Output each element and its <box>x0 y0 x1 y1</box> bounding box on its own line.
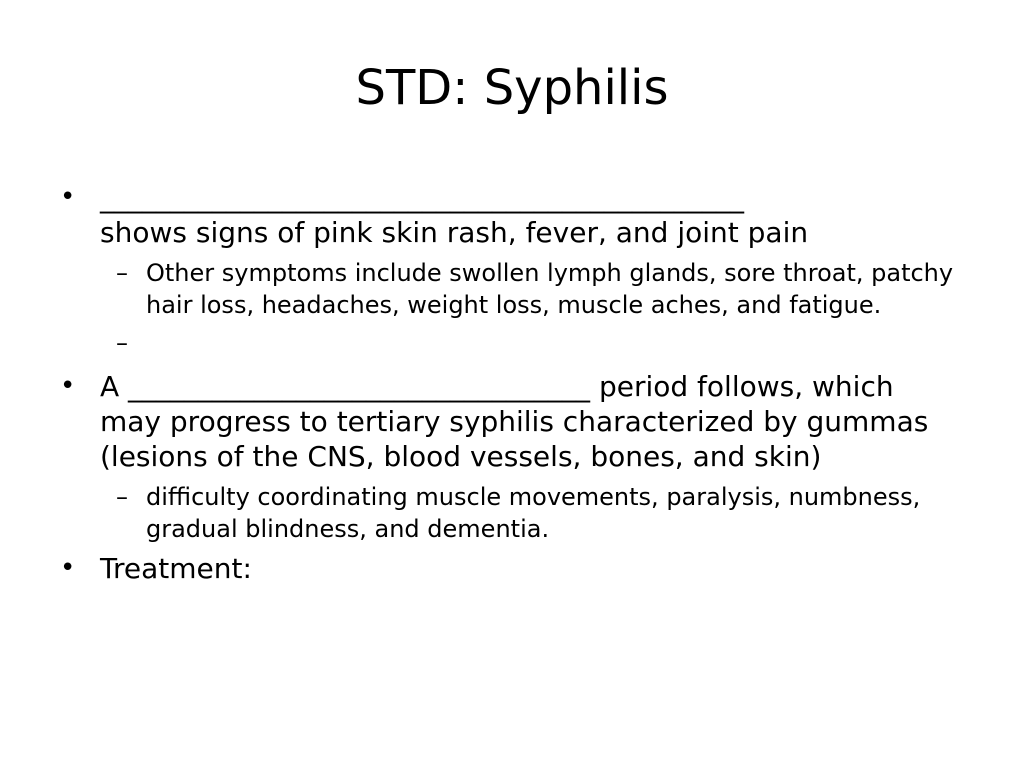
dash-icon: – <box>116 329 128 357</box>
bullet-text: shows signs of pink skin rash, fever, and joint pain <box>100 216 809 249</box>
bullet-point-rash <box>58 180 958 250</box>
bullet-icon: • <box>60 182 76 212</box>
bullet-point-treatment <box>58 551 958 586</box>
bullet-icon: • <box>60 371 76 401</box>
fill-in-blank: ______________________________________________ <box>100 181 744 214</box>
sub-point-empty <box>58 327 958 359</box>
bullet-icon: • <box>60 553 76 583</box>
slide-content <box>58 180 958 593</box>
sub-point-text: Other symptoms include swollen lymph glands, sore throat, patchy hair loss, headaches, weight loss, muscle aches, and fatigue. <box>146 259 954 319</box>
bullet-point-latent-period <box>58 369 958 474</box>
dash-icon: – <box>116 259 128 287</box>
bullet-text: Treatment: <box>100 552 252 585</box>
dash-icon: – <box>116 483 128 511</box>
sub-point-text: difficulty coordinating muscle movements, paralysis, numbness, gradual blindness, and dementia. <box>146 483 921 543</box>
bullet-text: A _________________________________ period follows, which may progress to tertiary syphilis characterized by gummas (lesions of the CNS, blood vessels, bones, and skin) <box>100 370 929 473</box>
slide-title: STD: Syphilis <box>355 60 669 116</box>
sub-point-other-symptoms <box>58 257 958 321</box>
sub-point-tertiary-symptoms <box>58 481 958 545</box>
